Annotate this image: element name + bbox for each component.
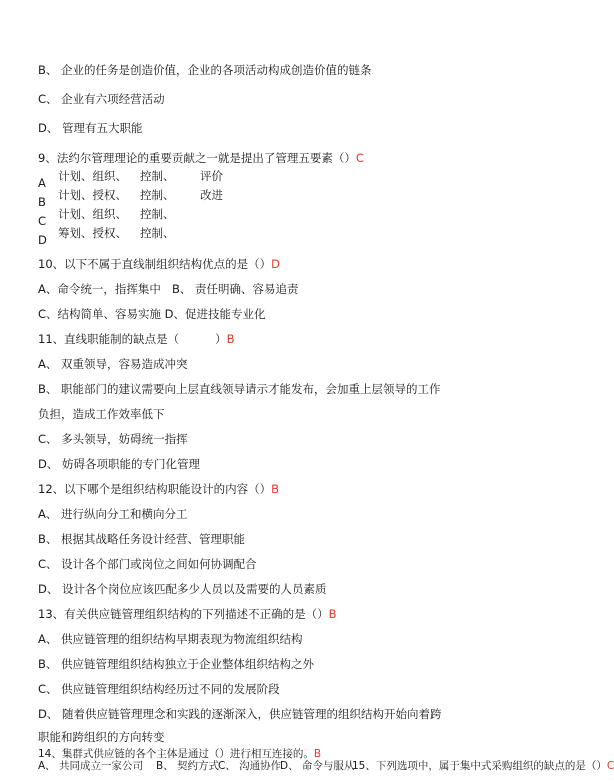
q12-option-b: B、 根据其战略任务设计经营、管理职能 [38, 532, 246, 546]
option-letter: C [38, 214, 47, 228]
option-body [58, 226, 200, 241]
q11-option-b-line2: 负担，造成工作效率低下 [38, 407, 165, 421]
question-11 [38, 332, 235, 347]
question-10-answer: D [271, 257, 280, 271]
option-cell-2: 控制、 [140, 188, 175, 202]
q13-option-b: B、 供应链管理组织结构独立于企业整体组织结构之外 [38, 657, 315, 671]
option-cell-2: 控制、 [140, 169, 175, 183]
option-letter: D [38, 233, 47, 247]
question-9-text: 9、法约尔管理理论的重要贡献之一就是提出了管理五要素（） [38, 151, 356, 165]
q12-option-c: C、 设计各个部门或岗位之间如何协调配合 [38, 557, 257, 571]
q13-option-d-line1: D、 随着供应链管理理念和实践的逐渐深入，供应链管理的组织结构开始向着跨 [38, 707, 442, 721]
question-15-text: 15、下列选项中，属于集中式采购组织的缺点的是（） [352, 760, 607, 772]
q14-option-c: C、 沟通协作 [218, 760, 282, 772]
q14-options [38, 761, 614, 771]
q8-option-c: C、 企业有六项经营活动 [38, 92, 165, 106]
q13-option-d-line2: 职能和跨组织的方向转变 [38, 730, 165, 744]
option-body [58, 169, 223, 184]
q10-options-ab [38, 282, 299, 297]
option-cell-2: 控制、 [140, 207, 175, 221]
option-cell-3: 改进 [200, 188, 223, 202]
q10-option-b: B、 责任明确、容易追责 [172, 282, 299, 296]
question-14-answer: B [313, 748, 322, 760]
q12-option-d: D、 设计各个岗位应该匹配多少人员以及需要的人员素质 [38, 582, 327, 596]
question-12-text: 12、以下哪个是组织结构职能设计的内容（） [38, 482, 272, 496]
question-9-answer: C [355, 151, 364, 165]
option-letter: A [38, 176, 46, 190]
option-cell-1: 计划、组织、 [58, 169, 127, 183]
q8-option-b: B、 企业的任务是创造价值，企业的各项活动构成创造价值的链条 [38, 63, 372, 77]
option-cell-1: 筹划、授权、 [58, 226, 127, 240]
q11-option-a: A、 双重领导，容易造成冲突 [38, 357, 188, 371]
question-13 [38, 607, 337, 622]
q13-option-c: C、 供应链管理组织结构经历过不同的发展阶段 [38, 682, 280, 696]
option-cell-3: 评价 [200, 169, 223, 183]
question-11-close: ） [215, 332, 227, 346]
q14-option-b: B、 契约方式 [156, 760, 220, 772]
option-letter: B [38, 195, 46, 209]
question-13-text: 13、有关供应链管理组织结构的下列描述不正确的是（） [38, 607, 329, 621]
option-body [58, 188, 223, 203]
q14-option-a: A、 共同成立一家公司 [38, 760, 144, 772]
q11-option-b-line1: B、 职能部门的建议需要向上层直线领导请示才能发布，会加重上层领导的工作 [38, 382, 441, 396]
question-10-text: 10、以下不属于直线制组织结构优点的是（） [38, 257, 272, 271]
question-12 [38, 482, 279, 497]
q14-option-d: D、 命令与服从 [280, 760, 355, 772]
option-cell-1: 计划、组织、 [58, 207, 127, 221]
q11-option-d: D、 妨碍各项职能的专门化管理 [38, 457, 201, 471]
q10-option-a: A、命令统一，指挥集中 [38, 282, 161, 296]
question-9 [38, 151, 364, 166]
question-12-answer: B [271, 482, 280, 496]
question-11-answer: B [226, 332, 235, 346]
q11-option-c: C、 多头领导，妨碍统一指挥 [38, 432, 188, 446]
q8-option-d: D、 管理有五大职能 [38, 121, 143, 135]
question-13-answer: B [328, 607, 337, 621]
option-body [58, 207, 200, 222]
question-10 [38, 257, 280, 272]
q12-option-a: A、 进行纵向分工和横向分工 [38, 507, 188, 521]
question-15 [352, 760, 614, 772]
q10-options-cd: C、结构简单、容易实施 D、促进技能专业化 [38, 307, 266, 321]
option-cell-2: 控制、 [140, 226, 175, 240]
question-14-text: 14、集群式供应链的各个主体是通过（）进行相互连接的。 [38, 748, 314, 760]
option-cell-1: 计划、授权、 [58, 188, 127, 202]
question-15-answer: C [606, 760, 614, 772]
q13-option-a: A、 供应链管理的组织结构早期表现为物流组织结构 [38, 632, 303, 646]
question-11-text: 11、直线职能制的缺点是（ [38, 332, 180, 346]
